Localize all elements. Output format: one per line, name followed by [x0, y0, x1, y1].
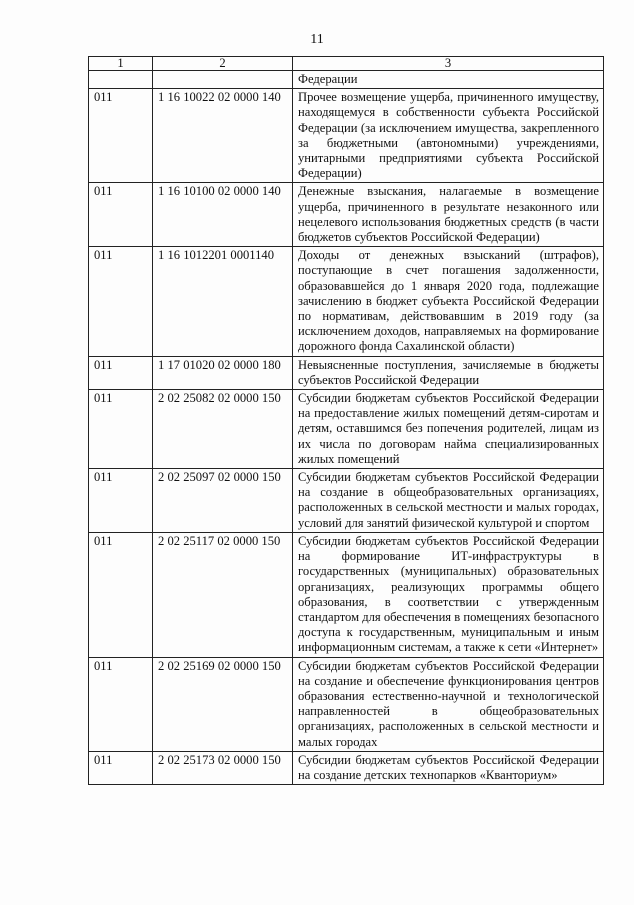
table-row	[89, 71, 604, 89]
table-row	[89, 356, 604, 389]
admin-code-cell: 011	[89, 751, 153, 784]
table-header-row	[89, 57, 604, 71]
table-row	[89, 532, 604, 657]
admin-code-cell: 011	[89, 356, 153, 389]
table-row	[89, 247, 604, 356]
table-row	[89, 657, 604, 751]
description-cell: Доходы от денежных взысканий (штрафов), поступающие в счет погашения задолженности, образовавшейся до 1 января 2020 года, подлежащие зачислению в бюджет субъекта Российской Федерации по нормативам, действовавшим в 2019 году (за исключением доходов, направляемых на формирование дорожного фонда Сахалинской области)	[293, 247, 604, 356]
description-cell: Субсидии бюджетам субъектов Российской Федерации на предоставление жилых помещений детям-сиротам и детям, оставшимся без попечения родителей, лицам из их числа по договорам найма специализированных жилых помещений	[293, 390, 604, 469]
budget-code-cell: 2 02 25169 02 0000 150	[153, 657, 293, 751]
description-cell: Невыясненные поступления, зачисляемые в бюджеты субъектов Российской Федерации	[293, 356, 604, 389]
budget-code-cell: 2 02 25097 02 0000 150	[153, 469, 293, 533]
budget-code-cell: 1 16 10022 02 0000 140	[153, 89, 293, 183]
description-cell: Субсидии бюджетам субъектов Российской Федерации на создание в общеобразовательных организациях, расположенных в сельской местности и малых городах, условий для занятий физической культурой и спортом	[293, 469, 604, 533]
budget-code-cell: 1 16 10100 02 0000 140	[153, 183, 293, 247]
admin-code-cell	[89, 71, 153, 89]
admin-code-cell: 011	[89, 532, 153, 657]
admin-code-cell: 011	[89, 469, 153, 533]
page-number: 11	[310, 32, 324, 47]
budget-code-cell: 2 02 25082 02 0000 150	[153, 390, 293, 469]
description-cell: Прочее возмещение ущерба, причиненного имуществу, находящемуся в собственности субъекта Российской Федерации (за исключением имущества, закрепленного за бюджетными (автономными) учреждениями, унитарными предприятиями субъекта Российской Федерации)	[293, 89, 604, 183]
budget-code-cell	[153, 71, 293, 89]
admin-code-cell: 011	[89, 657, 153, 751]
budget-code-cell: 1 17 01020 02 0000 180	[153, 356, 293, 389]
table-row	[89, 469, 604, 533]
table-row	[89, 751, 604, 784]
description-cell: Субсидии бюджетам субъектов Российской Федерации на создание детских технопарков «Кванториум»	[293, 751, 604, 784]
column-header-1: 1	[89, 57, 153, 71]
column-header-3: 3	[293, 57, 604, 71]
table-row	[89, 183, 604, 247]
admin-code-cell: 011	[89, 247, 153, 356]
admin-code-cell: 011	[89, 89, 153, 183]
admin-code-cell: 011	[89, 390, 153, 469]
table-row	[89, 89, 604, 183]
description-cell: Денежные взыскания, налагаемые в возмещение ущерба, причиненного в результате незаконного или нецелевого использования бюджетных средств (в части бюджетов субъектов Российской Федерации)	[293, 183, 604, 247]
budget-code-cell: 2 02 25173 02 0000 150	[153, 751, 293, 784]
description-cell: Субсидии бюджетам субъектов Российской Федерации на формирование ИТ-инфраструктуры в государственных (муниципальных) образовательных организациях, реализующих программы общего образования, в соответствии с утвержденным стандартом для обеспечения в помещениях безопасного доступа к государственным, муниципальным и иным информационным системам, а также к сети «Интернет»	[293, 532, 604, 657]
budget-code-cell: 2 02 25117 02 0000 150	[153, 532, 293, 657]
description-cell: Федерации	[293, 71, 604, 89]
revenue-classification-table	[88, 56, 604, 785]
budget-code-cell: 1 16 1012201 0001140	[153, 247, 293, 356]
table-row	[89, 390, 604, 469]
admin-code-cell: 011	[89, 183, 153, 247]
column-header-2: 2	[153, 57, 293, 71]
description-cell: Субсидии бюджетам субъектов Российской Федерации на создание и обеспечение функционирования центров образования естественно-научной и технологической направленностей в общеобразовательных организациях, расположенных в сельской местности и малых городах	[293, 657, 604, 751]
